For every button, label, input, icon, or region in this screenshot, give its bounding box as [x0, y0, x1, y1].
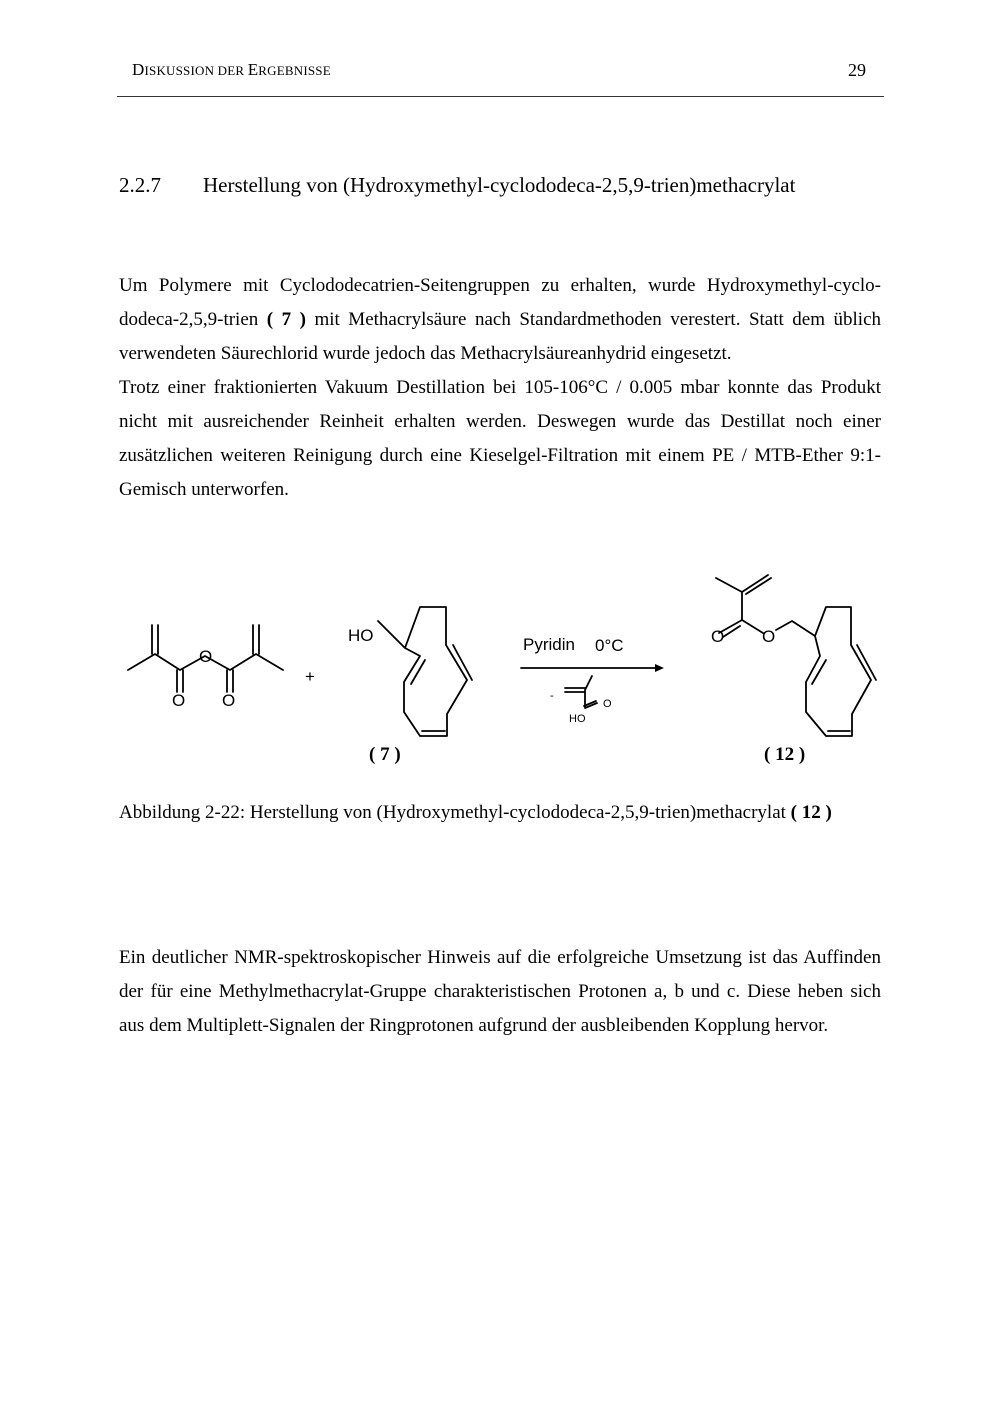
- reagent-label: Pyridin: [523, 635, 575, 654]
- compound-label-12: ( 12 ): [764, 744, 806, 765]
- page-number: 29: [848, 60, 866, 80]
- byproduct-oxygen: O: [603, 698, 612, 710]
- paragraph-2: Ein deutlicher NMR-spektroskopischer Hinweis auf die erfolgreiche Umsetzung ist das Auffinden der für eine Methylmethacrylat-Gruppe charakteristischen Protonen a, b und c. Diese heben sich aus dem Multiplett-Signalen der Ringprotonen aufgrund der ausbleibenden Kopplung hervor.: [119, 947, 881, 1036]
- paragraph-1: Um Polymere mit Cyclododecatrien-Seitengruppen zu erhalten, wurde Hydroxymethyl-cyclo- dodeca-2,5,9-trien ( 7 ) mit Methacrylsäure nach Standardmethoden verestert. Statt dem üblich verwendeten Säurechlorid wurde jedoch das Methacrylsäureanhydrid eingesetzt. Trotz einer fraktionierten Vakuum Destillation bei 105-106°C / 0.005 mbar konnte das Produkt nicht mit ausreichender Reinheit erhalten werden. Deswegen wurde das Destillat noch einer zusätzlichen weiteren Reinigung durch eine Kieselgel-Filtration mit einem PE / MTB-Ether 9:1-Gemisch unterworfen.: [119, 275, 882, 500]
- carbonyl-oxygen-1: O: [172, 691, 186, 710]
- temperature-label: 0°C: [595, 636, 624, 655]
- byproduct-hydroxy: HO: [569, 713, 586, 725]
- anhydride-bridge-oxygen: O: [199, 647, 213, 666]
- running-header: DISKUSSION DER ERGEBNISSE: [132, 60, 331, 79]
- caption-compound-ref: ( 12 ): [790, 802, 832, 823]
- figure-caption: Abbildung 2-22: Herstellung von (Hydroxymethyl-cyclododeca-2,5,9-trien)methacrylat ( 12 ): [119, 802, 832, 823]
- compound-ref-7: ( 7 ): [266, 309, 306, 330]
- byproduct-minus: -: [550, 690, 554, 702]
- section-number: 2.2.7: [119, 173, 161, 197]
- ester-oxygen: O: [762, 627, 776, 646]
- compound-label-7: ( 7 ): [369, 744, 401, 765]
- hydroxy-label: HO: [348, 626, 374, 645]
- ester-carbonyl-oxygen: O: [711, 627, 725, 646]
- carbonyl-oxygen-2: O: [222, 691, 236, 710]
- plus-sign: +: [305, 667, 315, 686]
- section-title: Herstellung von (Hydroxymethyl-cyclododeca-2,5,9-trien)methacrylat: [203, 173, 796, 197]
